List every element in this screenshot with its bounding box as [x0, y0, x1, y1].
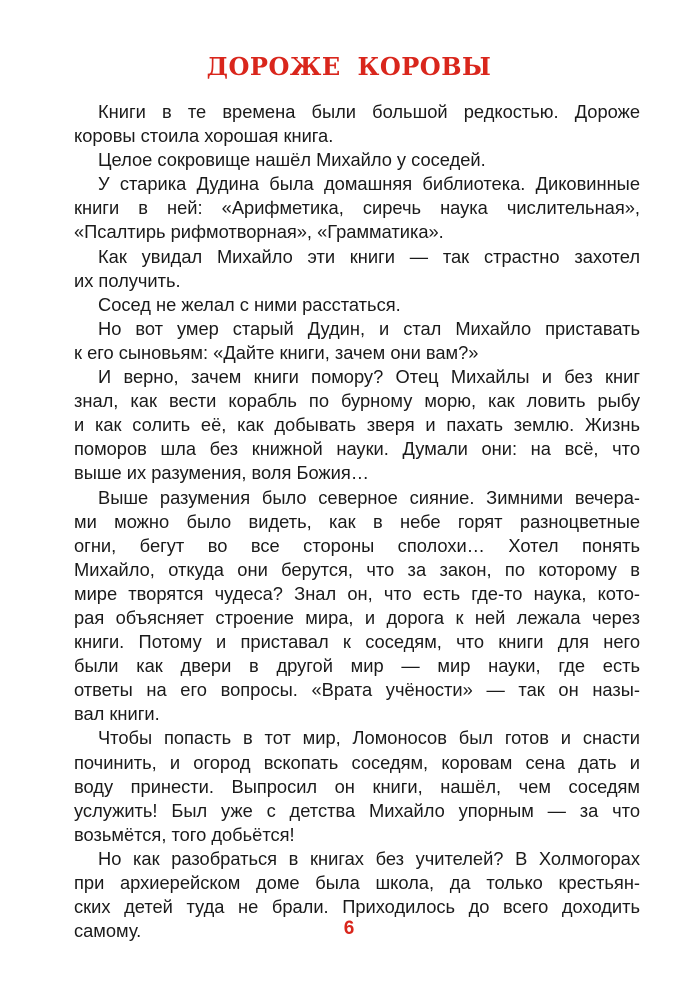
text-line: Михайло, откуда они берутся, что за закон, по которому в — [74, 558, 640, 580]
text-line: Но как разобраться в книгах без учителей? В Холмогорах — [98, 847, 640, 869]
body-text — [74, 100, 640, 943]
text-line: «Псалтирь рифмотворная», «Грамматика». — [74, 221, 444, 243]
text-line: самому. — [74, 920, 142, 942]
text-line: Как увидал Михайло эти книги — так страстно захотел — [98, 245, 640, 267]
text-line: услужить! Был уже с детства Михайло упорным — за что — [74, 799, 640, 821]
text-line: Чтобы попасть в тот мир, Ломоносов был готов и снасти — [98, 727, 640, 749]
chapter-title: ДОРОЖЕ КОРОВЫ — [206, 52, 492, 81]
text-line: поморов шла без книжной науки. Думали они: на всё, что — [74, 438, 640, 460]
text-line: ответы на его вопросы. «Врата учёности» — так он назы- — [74, 679, 640, 701]
text-line: книги в ней: «Арифметика, сиречь наука числительная», — [74, 197, 640, 219]
text-line: вал книги. — [74, 703, 160, 725]
text-line: к его сыновьям: «Дайте книги, зачем они вам?» — [74, 341, 479, 363]
text-line: возьмётся, того добьётся! — [74, 823, 295, 845]
text-line: были как двери в другой мир — мир науки, где есть — [74, 655, 640, 677]
page-number: 6 — [343, 918, 355, 939]
text-line: их получить. — [74, 269, 181, 291]
text-line: починить, и огород вскопать соседям, коровам сена дать и — [74, 751, 640, 773]
text-line: мире творятся чудеса? Знал он, что есть где-то наука, кото- — [74, 582, 640, 604]
text-line: ми можно было видеть, как в небе горят разноцветные — [74, 510, 640, 532]
text-line: Книги в те времена были большой редкостью. Дороже — [98, 101, 640, 122]
text-line: И верно, зачем книги помору? Отец Михайлы и без книг — [98, 366, 640, 388]
text-line: воду принести. Выпросил он книги, нашёл, чем соседям — [74, 775, 640, 797]
text-line: огни, бегут во все стороны сполохи… Хотел понять — [74, 534, 640, 556]
text-line: выше их разумения, воля Божия… — [74, 462, 370, 484]
text-line: Сосед не желал с ними расстаться. — [98, 293, 401, 315]
text-line: У старика Дудина была домашняя библиотека. Диковинные — [98, 173, 640, 195]
text-line: коровы стоила хорошая книга. — [74, 125, 334, 147]
text-line: знал, как вести корабль по бурному морю, как ловить рыбу — [74, 390, 640, 412]
text-line: Но вот умер старый Дудин, и стал Михайло приставать — [98, 317, 640, 339]
text-line: Целое сокровище нашёл Михайло у соседей. — [98, 149, 486, 171]
text-line: книги. Потому и приставал к соседям, что книги для него — [74, 631, 640, 653]
text-line: и как солить её, как добывать зверя и пахать землю. Жизнь — [74, 414, 640, 436]
text-line: рая объясняет строение мира, и дорога к ней лежала через — [74, 606, 640, 628]
text-line: ских детей туда не брали. Приходилось до всего доходить — [74, 896, 640, 918]
text-line: при архиерейском доме была школа, да только крестьян- — [74, 872, 640, 893]
text-line: Выше разумения было северное сияние. Зимними вечера- — [98, 486, 640, 508]
